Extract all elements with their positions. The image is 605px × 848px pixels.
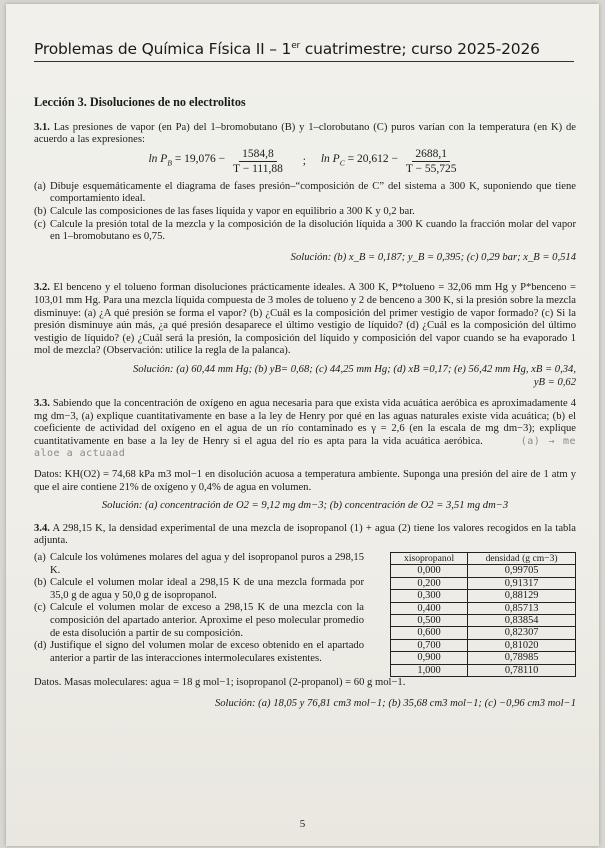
item-text: Calcule el volumen molar de exceso a 298,15 K de una mezcla con la composición del apartado anterior. Aproxime el peso molecular promedio de esta disolución a partir de su composición. bbox=[50, 602, 364, 639]
eq-c-numerator: 2688,1 bbox=[412, 148, 450, 162]
problem-data: Datos. Masas moleculares: agua = 18 g mol−1; isopropanol (2-propanol) = 60 g mol−1. bbox=[34, 677, 406, 689]
lesson-title: Lección 3. Disoluciones de no electrolitos bbox=[34, 95, 246, 109]
table-cell: 0,300 bbox=[391, 590, 468, 602]
solution-3-3: Solución: (a) concentración de O2 = 9,12 mg dm−3; (b) concentración de O2 = 3,51 mg dm−3 bbox=[101, 500, 509, 512]
eq-b-numerator: 1584,8 bbox=[239, 148, 277, 162]
problem-number: 3.4. bbox=[34, 522, 50, 534]
eq-b-const: = 19,076 − bbox=[171, 153, 226, 166]
header-title-sup: er bbox=[291, 40, 301, 51]
handwritten-note: (a) → me aloe a actuaad bbox=[34, 435, 577, 460]
eq-c-lhs: ln P bbox=[320, 153, 340, 166]
problem-3-3 bbox=[34, 398, 576, 513]
eq-c-fraction bbox=[403, 148, 460, 176]
table-cell: 1,000 bbox=[391, 664, 468, 676]
eq-c-denominator: T − 55,725 bbox=[405, 162, 457, 175]
item-text: Justifique el signo del volumen molar de exceso obtenido en el apartado anterior a partir de las interacciones intermoleculares existentes. bbox=[50, 640, 364, 664]
item-text: Calcule las composiciones de las fases líquida y vapor en equilibrio a 300 K y 0,2 bar. bbox=[50, 205, 415, 217]
table-row bbox=[391, 602, 576, 614]
list-item bbox=[34, 640, 364, 665]
solution-3-1: Solución: (b) x_B = 0,187; y_B = 0,395; (c) 0,29 bar; x_B = 0,514 bbox=[290, 251, 576, 263]
table-cell: 0,700 bbox=[391, 639, 468, 651]
table-row bbox=[391, 590, 576, 602]
table-cell: 0,900 bbox=[391, 652, 468, 664]
problem-text: Sabiendo que la concentración de oxígeno en agua necesaria para que exista vida acuática aeróbica es aproximadamente 4 mg dm−3, (a) explique cuantitativamente en base a la ley de Henry por qué en las aguas naturales existe vida acuática; (b) el coeficiente de actividad del oxígeno en el agua de un río contaminado es γ = 2,6 (en la escala de mg dm−3); explique cuantitativamente en base a la ley de Henry si el agua del río es apta para la vida acuática aeróbica. bbox=[34, 398, 576, 447]
item-label: (c) bbox=[34, 602, 46, 614]
column-header: xisopropanol bbox=[391, 553, 468, 565]
eq-separator: ; bbox=[302, 155, 306, 168]
problem-3-4-items bbox=[34, 548, 364, 677]
problem-intro: Las presiones de vapor (en Pa) del 1–bromobutano (B) y 1–clorobutano (C) puros varían con la temperatura (en K) de acuerdo a las expresiones: bbox=[34, 121, 576, 146]
page-header bbox=[34, 40, 574, 62]
table-cell: 0,82307 bbox=[468, 627, 576, 639]
item-label: (c) bbox=[34, 218, 46, 230]
item-text: Dibuje esquemáticamente el diagrama de fases presión–“composición de C” del sistema a 300 K, suponiendo que tiene comportamiento ideal. bbox=[50, 180, 576, 205]
table-cell: 0,000 bbox=[391, 565, 468, 577]
table-cell: 0,78110 bbox=[468, 664, 576, 676]
item-label: (b) bbox=[34, 577, 47, 589]
table-row bbox=[391, 565, 576, 577]
header-title: Problemas de Química Física II – 1 bbox=[34, 40, 292, 58]
table-row bbox=[391, 627, 576, 639]
table-cell: 0,99705 bbox=[468, 565, 576, 577]
list-item bbox=[34, 577, 364, 602]
table-cell: 0,83854 bbox=[468, 615, 576, 627]
page-content bbox=[34, 88, 576, 719]
table-cell: 0,91317 bbox=[468, 577, 576, 589]
table-cell: 0,500 bbox=[391, 615, 468, 627]
table-row bbox=[391, 577, 576, 589]
table-row bbox=[391, 639, 576, 651]
table-cell: 0,78985 bbox=[468, 652, 576, 664]
table-header-row bbox=[391, 553, 576, 565]
item-text: Calcule los volúmenes molares del agua y del isopropanol puros a 298,15 K. bbox=[50, 552, 364, 576]
table-cell: 0,200 bbox=[391, 577, 468, 589]
table-row bbox=[391, 652, 576, 664]
table-cell: 0,400 bbox=[391, 602, 468, 614]
list-item bbox=[34, 552, 364, 577]
solution-3-4: Solución: (a) 18,05 y 76,81 cm3 mol−1; (b) 35,68 cm3 mol−1; (c) −0,96 cm3 mol−1 bbox=[214, 697, 576, 709]
eq-b-sub: B bbox=[167, 158, 172, 168]
problem-text: El benceno y el tolueno forman disoluciones prácticamente ideales. A 300 K, P*tolueno = 32,06 mm Hg y P*benceno = 103,01 mm Hg. Para una mezcla líquida compuesta de 3 moles de tolueno y 2 de benceno a 300 K, si la presión sobre la mezcla disminuye: (a) ¿A qué presión se forma el vapor? (b) ¿Cuál es la composición del primer vestigio de vapor formado? (c) Si la presión disminuye aún más, ¿a qué presión desaparece el último vestigio de líquido? (d) ¿Cuál es la composición del último vestigio de líquido? (e) ¿Cuál será la presión, la composición del líquido y composición del vapor cuando se ha evaporado 1 mol de mezcla? (Observación: utilice la regla de la palanca). bbox=[34, 282, 576, 357]
table-row bbox=[391, 664, 576, 676]
eq-b-fraction bbox=[230, 148, 286, 176]
solution-3-2-line2: yB = 0,62 bbox=[533, 376, 576, 388]
problem-3-4-body bbox=[34, 548, 576, 677]
vapor-pressure-equations bbox=[34, 148, 576, 179]
table-cell: 0,600 bbox=[391, 627, 468, 639]
header-title-rest: cuatrimestre; curso 2025-2026 bbox=[300, 40, 540, 58]
table-row bbox=[391, 615, 576, 627]
page-sheet bbox=[6, 4, 599, 846]
list-item bbox=[34, 181, 576, 206]
problem-number: 3.2. bbox=[34, 282, 50, 294]
table-cell: 0,85713 bbox=[468, 602, 576, 614]
list-item bbox=[34, 602, 364, 640]
list-item bbox=[34, 219, 576, 244]
item-text: Calcule el volumen molar ideal a 298,15 K de una mezcla formada por 35,0 g de agua y 50,0 g de isopropanol. bbox=[50, 577, 364, 601]
page-number: 5 bbox=[299, 818, 306, 830]
eq-b-lhs: ln P bbox=[148, 153, 168, 166]
eq-c-sub: C bbox=[339, 158, 345, 168]
item-label: (a) bbox=[34, 552, 46, 564]
item-text: Calcule la presión total de la mezcla y la composición de la disolución líquida a 300 K cuando la fracción molar del vapor en 1–bromobutano es 0,75. bbox=[50, 218, 576, 243]
item-label: (a) bbox=[34, 180, 46, 192]
list-item bbox=[34, 206, 576, 219]
column-header: densidad (g cm−3) bbox=[468, 553, 576, 565]
eq-c-const: = 20,612 − bbox=[344, 153, 398, 166]
item-label: (b) bbox=[34, 205, 47, 217]
eq-b-denominator: T − 111,88 bbox=[233, 162, 283, 175]
item-label: (d) bbox=[34, 640, 47, 652]
problem-data: Datos: KH(O2) = 74,68 kPa m3 mol−1 en disolución acuosa a temperatura ambiente. Suponga una presión del aire de 1 atm y que el aire contiene 21% de oxígeno y 0,4% de agua en volumen. bbox=[34, 469, 576, 493]
problem-intro: A 298,15 K, la densidad experimental de una mezcla de isopropanol (1) + agua (2) tiene los valores recogidos en la tabla adjunta. bbox=[34, 522, 576, 547]
problem-number: 3.3. bbox=[34, 398, 50, 410]
problem-3-1 bbox=[34, 122, 576, 265]
problem-3-2 bbox=[34, 282, 576, 389]
table-cell: 0,81020 bbox=[468, 639, 576, 651]
density-table bbox=[390, 552, 576, 677]
problem-number: 3.1. bbox=[34, 121, 50, 133]
table-cell: 0,88129 bbox=[468, 590, 576, 602]
problem-3-4 bbox=[34, 523, 576, 710]
solution-3-2-line1: Solución: (a) 60,44 mm Hg; (b) yB= 0,68; (c) 44,25 mm Hg; (d) xB =0,17; (e) 56,42 mm Hg, xB = 0,34, bbox=[132, 363, 576, 375]
